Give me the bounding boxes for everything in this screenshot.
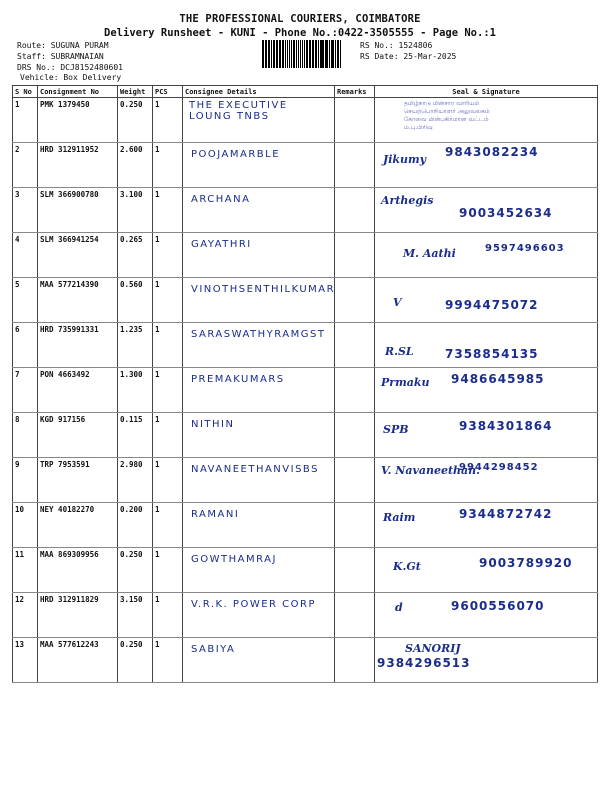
row-consignee-handwriting: VINOTHSENTHILKUMAR	[191, 284, 336, 295]
row-weight: 1.300	[118, 368, 153, 413]
row-phone: 9003452634	[459, 206, 553, 220]
row-sno: 11	[13, 548, 38, 593]
barcode-bar	[296, 40, 297, 68]
row-consignment-no: TRP 7953591	[38, 458, 118, 503]
row-sno: 12	[13, 593, 38, 638]
row-weight: 0.250	[118, 638, 153, 683]
row-weight: 0.265	[118, 233, 153, 278]
row-signature-cell	[375, 188, 598, 233]
row-phone: 7358854135	[445, 347, 539, 361]
row-pcs: 1	[153, 548, 183, 593]
barcode-bar	[318, 40, 319, 68]
row-signature-cell	[375, 548, 598, 593]
row-signature-cell	[375, 413, 598, 458]
barcode-bar	[302, 40, 303, 68]
row-phone: 9597496603	[485, 243, 565, 254]
row-pcs: 1	[153, 593, 183, 638]
table-row	[13, 593, 598, 638]
table-row	[13, 638, 598, 683]
table-row	[13, 548, 598, 593]
row-phone: 9843082234	[445, 145, 539, 159]
rs-date-line: RS Date: 25-Mar-2025	[360, 52, 457, 61]
row-phone: 9994475072	[445, 298, 539, 312]
row-consignee-handwriting: NITHIN	[191, 419, 235, 430]
col-header-weight: Weight	[118, 86, 153, 98]
barcode-bar	[298, 40, 299, 68]
table-row	[13, 143, 598, 188]
row-phone: 9600556070	[451, 599, 545, 613]
row-signature: Jikumy	[383, 153, 427, 166]
row-weight: 3.150	[118, 593, 153, 638]
row-consignee-handwriting: POOJAMARBLE	[191, 149, 281, 160]
row-sno: 4	[13, 233, 38, 278]
row-signature-cell	[375, 593, 598, 638]
barcode-bar	[325, 40, 326, 68]
col-header-consignee: Consignee Details	[183, 86, 335, 98]
row-consignee-cell	[183, 593, 335, 638]
barcode-bar	[266, 40, 267, 68]
row-sno: 3	[13, 188, 38, 233]
row-consignment-no: HRD 312911829	[38, 593, 118, 638]
row-consignee-handwriting: NAVANEETHANVISBS	[191, 464, 319, 475]
row-consignment-no: MAA 577214390	[38, 278, 118, 323]
table-row	[13, 458, 598, 503]
vehicle-line: Vehicle: Box Delivery	[20, 73, 122, 82]
row-consignment-no: PMK 1379450	[38, 98, 118, 143]
row-signature: SPB	[383, 423, 409, 436]
barcode-bar	[304, 40, 305, 68]
row-remarks	[335, 548, 375, 593]
row-signature: M. Aathi	[403, 247, 456, 260]
row-consignment-no: MAA 869309956	[38, 548, 118, 593]
row-pcs: 1	[153, 503, 183, 548]
row-pcs: 1	[153, 458, 183, 503]
table-row	[13, 368, 598, 413]
row-remarks	[335, 323, 375, 368]
row-pcs: 1	[153, 638, 183, 683]
row-consignment-no: MAA 577612243	[38, 638, 118, 683]
row-pcs: 1	[153, 233, 183, 278]
row-signature: V. Navaneethan.	[381, 464, 480, 477]
row-sno: 1	[13, 98, 38, 143]
barcode-bar	[291, 40, 292, 68]
row-phone: 9384296513	[377, 656, 471, 670]
barcode-bar	[271, 40, 272, 68]
row-consignment-no: KGD 917156	[38, 413, 118, 458]
row-signature-cell	[375, 638, 598, 683]
row-phone: 9944298452	[459, 462, 539, 473]
row-signature-cell	[375, 503, 598, 548]
row-consignee-cell	[183, 323, 335, 368]
row-signature: Raim	[383, 511, 416, 524]
row-pcs: 1	[153, 188, 183, 233]
row-consignee-cell	[183, 143, 335, 188]
row-signature: d	[395, 601, 403, 614]
row-pcs: 1	[153, 413, 183, 458]
row-weight: 2.980	[118, 458, 153, 503]
row-pcs: 1	[153, 368, 183, 413]
row-remarks	[335, 98, 375, 143]
row-signature-cell	[375, 233, 598, 278]
row-weight: 0.250	[118, 548, 153, 593]
row-consignment-no: NEY 40182270	[38, 503, 118, 548]
row-phone: 9344872742	[459, 507, 553, 521]
barcode-bar	[285, 40, 286, 68]
row-consignee-cell	[183, 188, 335, 233]
barcode-bar	[337, 40, 339, 68]
drs-value: DCJ8152480601	[60, 63, 123, 72]
row-consignee-cell	[183, 503, 335, 548]
row-pcs: 1	[153, 143, 183, 188]
row-consignment-no: SLM 366941254	[38, 233, 118, 278]
row-weight: 0.115	[118, 413, 153, 458]
barcode-bar	[326, 40, 328, 68]
row-signature: V	[393, 296, 402, 309]
row-weight: 0.200	[118, 503, 153, 548]
table-row	[13, 233, 598, 278]
row-consignment-no: HRD 312911952	[38, 143, 118, 188]
row-consignment-no: SLM 366900780	[38, 188, 118, 233]
row-remarks	[335, 593, 375, 638]
barcode-bar	[306, 40, 308, 68]
staff-value: SUBRAMNAIAN	[50, 52, 104, 61]
barcode-bar	[312, 40, 313, 68]
row-consignee-cell	[183, 638, 335, 683]
barcode-bar	[315, 40, 317, 68]
row-pcs: 1	[153, 323, 183, 368]
office-seal-stamp: தமிழ்நாடு மின்சார வாரியம் செயற்பொறியாளர் அலுவலகம் கோவை மின்பகிர்மான வட்டம் ம.பு.பிரிவு	[404, 100, 490, 131]
row-consignee-cell	[183, 278, 335, 323]
row-consignment-no: PON 4663492	[38, 368, 118, 413]
col-header-signature: Seal & Signature	[375, 86, 598, 98]
barcode-bar	[289, 40, 291, 68]
document-subtitle: Delivery Runsheet - KUNI - Phone No.:0422-3505555 - Page No.:1	[104, 27, 496, 39]
row-weight: 0.250	[118, 98, 153, 143]
vehicle-value: Box Delivery	[63, 73, 122, 82]
row-remarks	[335, 143, 375, 188]
row-consignee-handwriting: GAYATHRI	[191, 239, 252, 250]
table-row	[13, 278, 598, 323]
row-signature: Prmaku	[381, 376, 430, 389]
barcode-bar	[309, 40, 311, 68]
table-row	[13, 503, 598, 548]
drs-line: DRS No.: DCJ8152480601	[17, 63, 123, 72]
barcode-bar	[273, 40, 275, 68]
row-weight: 2.600	[118, 143, 153, 188]
row-consignee-handwriting: V.R.K. POWER CORP	[191, 599, 316, 610]
route-value: SUGUNA PURAM	[50, 41, 109, 50]
row-weight: 0.560	[118, 278, 153, 323]
document-title: THE PROFESSIONAL COURIERS, COIMBATORE	[179, 13, 421, 25]
row-remarks	[335, 503, 375, 548]
row-remarks	[335, 278, 375, 323]
col-header-remarks: Remarks	[335, 86, 375, 98]
barcode-bar	[335, 40, 336, 68]
barcode-bar	[287, 40, 288, 68]
row-consignee-handwriting: PREMAKUMARS	[191, 374, 285, 385]
barcode-bar	[321, 40, 323, 68]
row-signature-cell	[375, 323, 598, 368]
rs-date-value: 25-Mar-2025	[403, 52, 457, 61]
rs-no-value: 1524806	[398, 41, 433, 50]
row-consignee-cell	[183, 98, 335, 143]
row-remarks	[335, 188, 375, 233]
col-header-sno: S No	[13, 86, 38, 98]
row-sno: 9	[13, 458, 38, 503]
barcode	[262, 40, 342, 68]
row-signature: R.SL	[385, 345, 414, 358]
route-line: Route: SUGUNA PURAM	[17, 41, 109, 50]
barcode-bar	[331, 40, 332, 68]
row-signature: SANORIJ	[405, 642, 461, 655]
barcode-bar	[340, 40, 341, 68]
row-signature-cell	[375, 368, 598, 413]
barcode-bar	[329, 40, 330, 68]
runsheet-table	[12, 85, 598, 683]
row-phone: 9384301864	[459, 419, 553, 433]
row-signature-cell	[375, 143, 598, 188]
barcode-bar	[268, 40, 270, 68]
row-phone: 9486645985	[451, 372, 545, 386]
barcode-bar	[262, 40, 264, 68]
row-pcs: 1	[153, 98, 183, 143]
staff-line: Staff: SUBRAMNAIAN	[17, 52, 104, 61]
row-consignment-no: HRD 735991331	[38, 323, 118, 368]
barcode-bar	[320, 40, 321, 68]
row-signature-cell	[375, 458, 598, 503]
rs-no-line: RS No.: 1524806	[360, 41, 433, 50]
row-consignee-handwriting: SARASWATHYRAMGST	[191, 329, 326, 340]
row-sno: 5	[13, 278, 38, 323]
barcode-bar	[277, 40, 278, 68]
barcode-bar	[332, 40, 334, 68]
row-phone: 9003789920	[479, 556, 573, 570]
row-sno: 8	[13, 413, 38, 458]
row-signature: Arthegis	[381, 194, 434, 207]
table-header-row	[13, 86, 598, 98]
row-pcs: 1	[153, 278, 183, 323]
row-consignee-cell	[183, 413, 335, 458]
col-header-consignment: Consignment No	[38, 86, 118, 98]
barcode-bar	[293, 40, 295, 68]
table-row	[13, 188, 598, 233]
row-weight: 3.100	[118, 188, 153, 233]
barcode-bar	[276, 40, 277, 68]
barcode-bar	[279, 40, 281, 68]
row-consignee-cell	[183, 368, 335, 413]
row-remarks	[335, 638, 375, 683]
row-remarks	[335, 458, 375, 503]
row-remarks	[335, 413, 375, 458]
table-row	[13, 323, 598, 368]
row-consignee-handwriting: RAMANI	[191, 509, 240, 520]
barcode-bar	[282, 40, 284, 68]
barcode-bar	[265, 40, 266, 68]
row-sno: 7	[13, 368, 38, 413]
row-remarks	[335, 233, 375, 278]
row-sno: 13	[13, 638, 38, 683]
barcode-bar	[300, 40, 302, 68]
row-consignee-handwriting: THE EXECUTIVE LOUNG TNBS	[189, 100, 288, 122]
row-remarks	[335, 368, 375, 413]
row-sno: 2	[13, 143, 38, 188]
row-weight: 1.235	[118, 323, 153, 368]
table-row	[13, 413, 598, 458]
row-sno: 6	[13, 323, 38, 368]
row-consignee-handwriting: SABIYA	[191, 644, 236, 655]
row-signature-cell	[375, 278, 598, 323]
row-consignee-cell	[183, 233, 335, 278]
row-consignee-cell	[183, 548, 335, 593]
row-consignee-handwriting: ARCHANA	[191, 194, 251, 205]
col-header-pcs: PCS	[153, 86, 183, 98]
row-consignee-handwriting: GOWTHAMRAJ	[191, 554, 277, 565]
row-signature: K.Gt	[393, 560, 421, 573]
row-sno: 10	[13, 503, 38, 548]
row-consignee-cell	[183, 458, 335, 503]
barcode-bar	[313, 40, 314, 68]
